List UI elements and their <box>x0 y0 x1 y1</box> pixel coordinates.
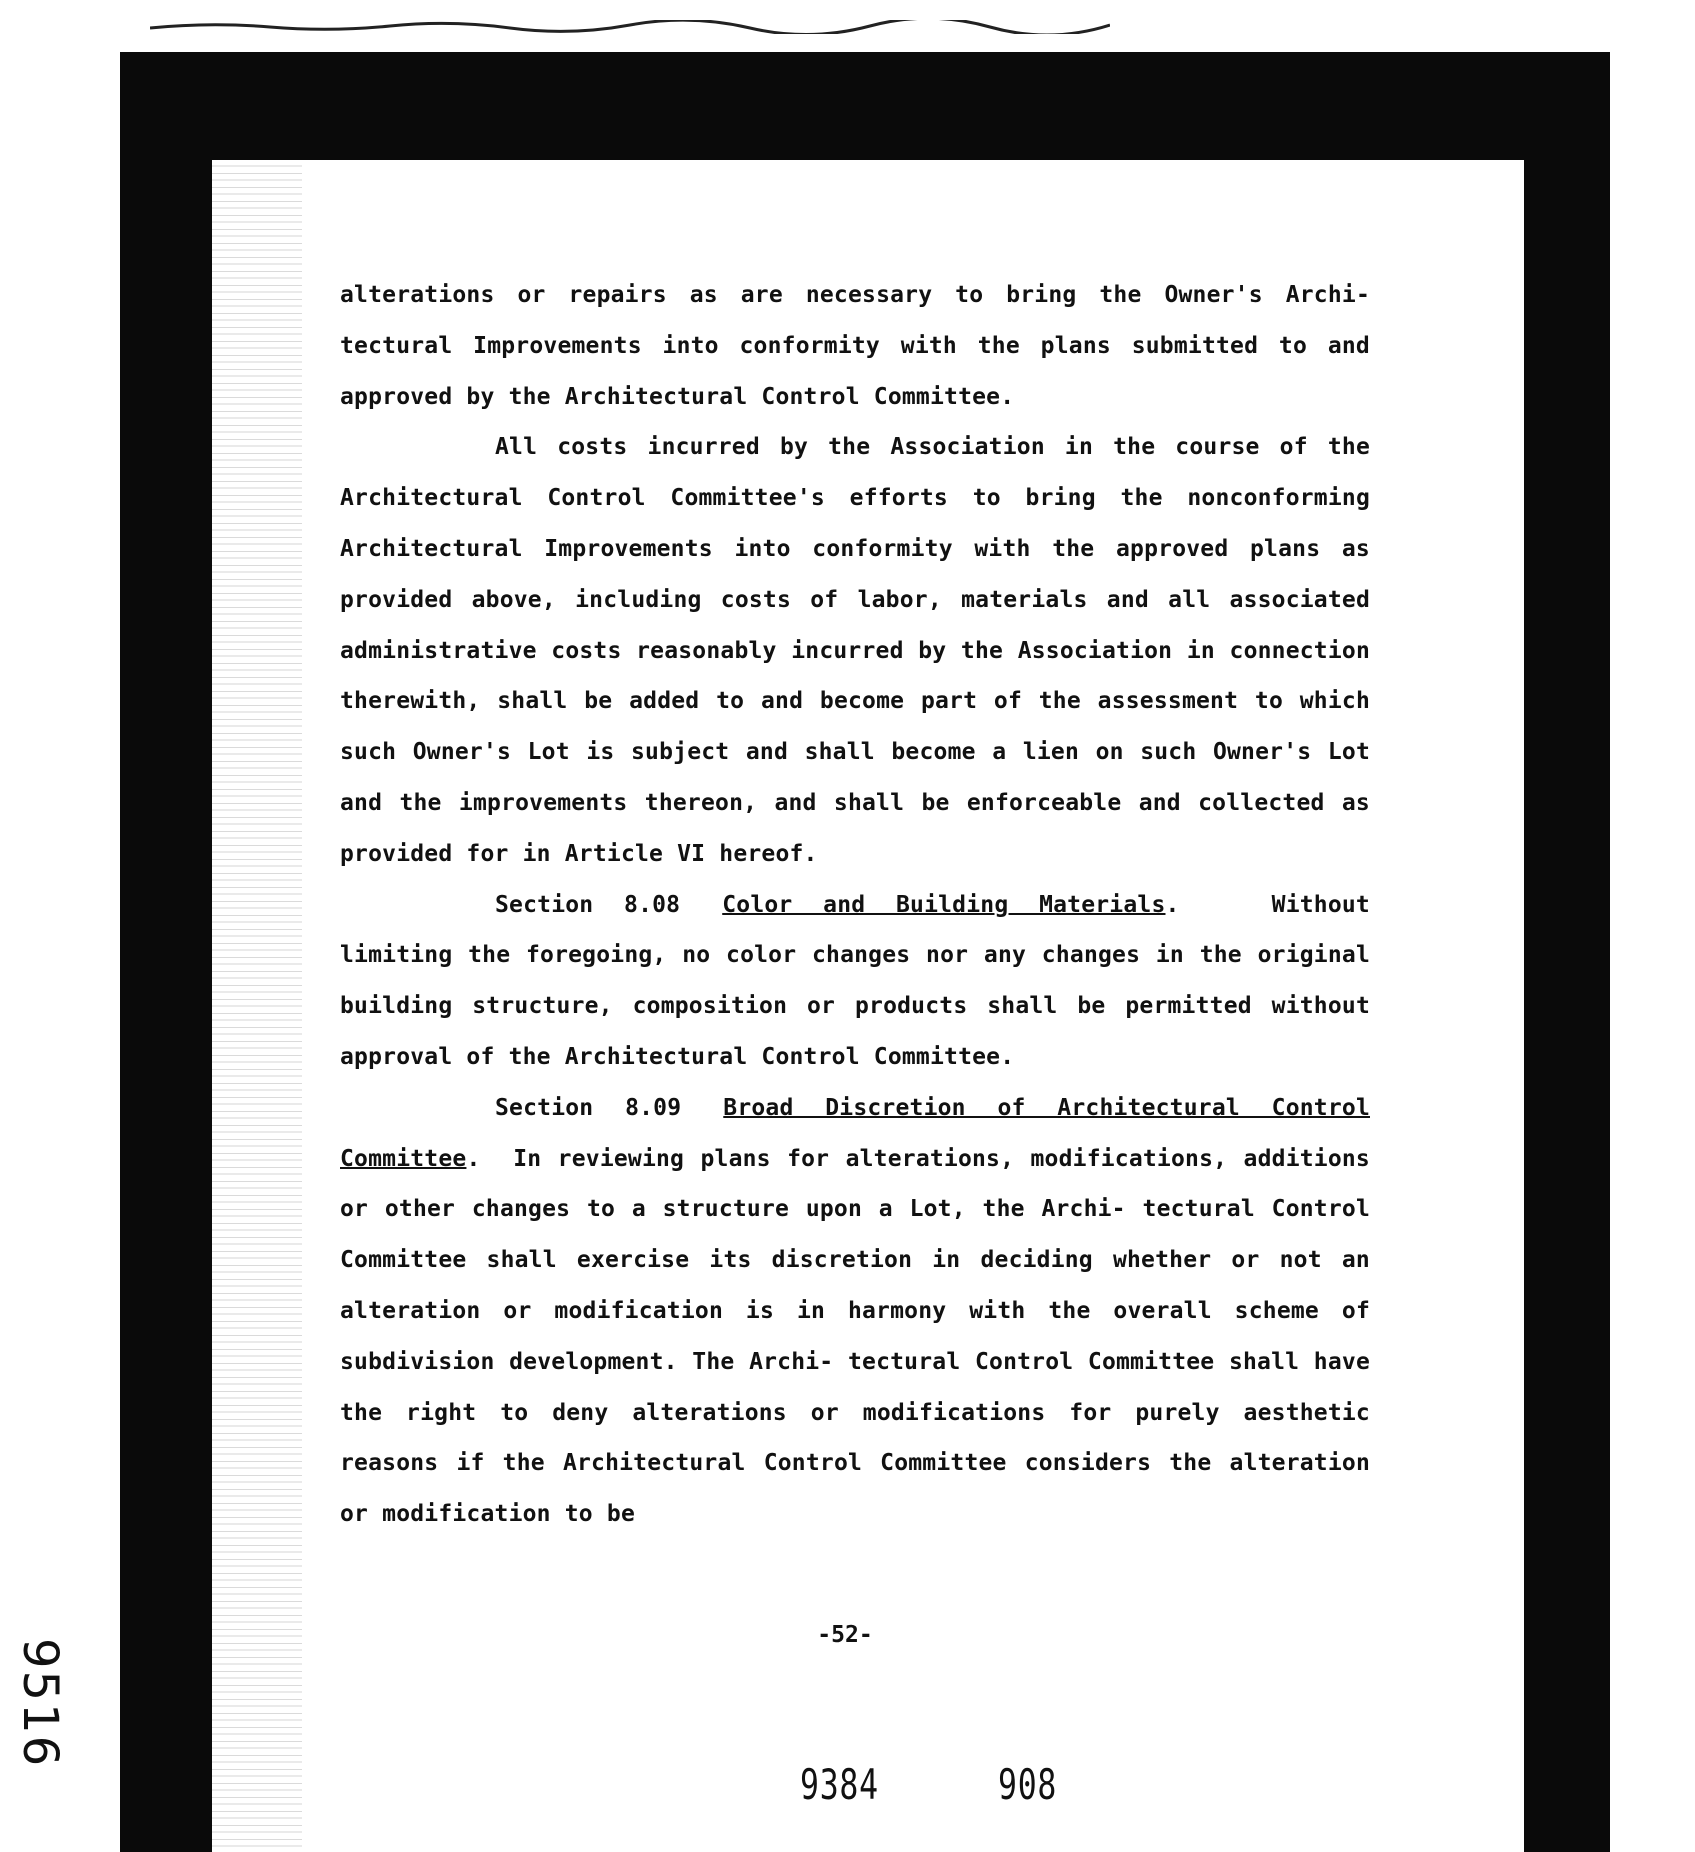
section-text-line: original building structure, composition or products shall be <box>340 942 1370 1020</box>
section-text-line: Control Committee considers the alteration or modification to be <box>340 1450 1370 1528</box>
section-text-line: deciding whether or not an alteration or modification is in harmony <box>340 1247 1370 1324</box>
text-line: alterations or repairs as are necessary to bring the Owner's Archi- <box>340 282 1370 308</box>
section-text-line: additions or other changes to a structure upon a Lot, the Archi- <box>340 1145 1370 1223</box>
text-line: All costs incurred by the Association in the course of <box>495 434 1308 461</box>
section-heading: Broad Discretion of Architectural Control <box>723 1094 1370 1121</box>
section-text-line: or modifications for purely aesthetic reasons if the Architectural <box>340 1399 1370 1477</box>
text-line: subject and shall become a lien on such Owner's Lot and the <box>340 739 1370 816</box>
section-text-line: with the overall scheme of subdivision development. The Archi- <box>340 1297 1370 1375</box>
section-8-08: Section 8.08 Color and Building Materials. Without limiting the foregoing, no color changes nor any changes in the original building structure, composition or products shall be permitted without approval of the Architectural Control Committee. <box>340 891 1370 1070</box>
section-8-09: Section 8.09 Broad Discretion of Architectural Control Committee. In reviewing plans for alterations, modifications, additions or other changes to a structure upon a Lot, the Archi- tectural Control Committee shall exercise its discretion in deciding whether or not an alteration or modification is in harmony with the overall scheme of subdivision development. The Archi- tectural Control Committee shall have the right to deny alterations or modifications for purely aesthetic reasons if the Architectural Control Committee considers the alteration or modification to be <box>340 1094 1370 1528</box>
side-stamp-number: 9516 <box>12 1638 68 1769</box>
text-line: nonconforming Architectural Improvements into conformity with the <box>340 485 1370 562</box>
section-heading-continued: Committee <box>340 1145 467 1172</box>
section-text-line: tectural Control Committee shall have the right to deny alterations <box>340 1348 1370 1426</box>
page-number: -52- <box>817 1622 873 1648</box>
text-line: materials and all associated administrative costs reasonably <box>340 586 1370 664</box>
text-line: provided for in Article VI hereof. <box>340 840 818 867</box>
text-line: and approved by the Architectural Control Committee. <box>340 332 1370 410</box>
text-line: the Architectural Control Committee's efforts to bring the <box>340 434 1370 512</box>
section-number: Section 8.09 <box>495 1094 682 1121</box>
scan-top-noise <box>150 20 1110 34</box>
document-body <box>340 270 1370 1540</box>
footer-book-number: 9384 <box>800 1760 879 1809</box>
paragraph-costs <box>340 422 1370 879</box>
scan-left-edge-noise <box>212 160 302 1852</box>
section-number: Section 8.08 <box>495 891 681 918</box>
text-line: approved plans as provided above, including costs of labor, <box>340 535 1370 613</box>
text-line: to and become part of the assessment to which such Owner's Lot is <box>340 688 1370 766</box>
text-line: incurred by the Association in connection therewith, shall be added <box>340 637 1371 715</box>
footer-page-reference: 908 <box>998 1760 1058 1809</box>
text-line: improvements thereon, and shall be enforceable and collected as <box>458 789 1370 816</box>
paragraph-continuation <box>340 270 1370 422</box>
section-text-line: permitted without approval of the Architectural Control Committee. <box>340 993 1370 1070</box>
section-text-line: limiting the foregoing, no color changes nor any changes in the <box>340 942 1242 969</box>
section-text-line: Without <box>1271 891 1370 918</box>
section-text-line: In reviewing plans for alterations, modifications, <box>513 1145 1228 1172</box>
section-heading: Color and Building Materials <box>722 891 1166 918</box>
section-text-line: tectural Control Committee shall exercise its discretion in <box>340 1196 1370 1274</box>
text-line: tectural Improvements into conformity with the plans submitted to <box>340 332 1308 359</box>
